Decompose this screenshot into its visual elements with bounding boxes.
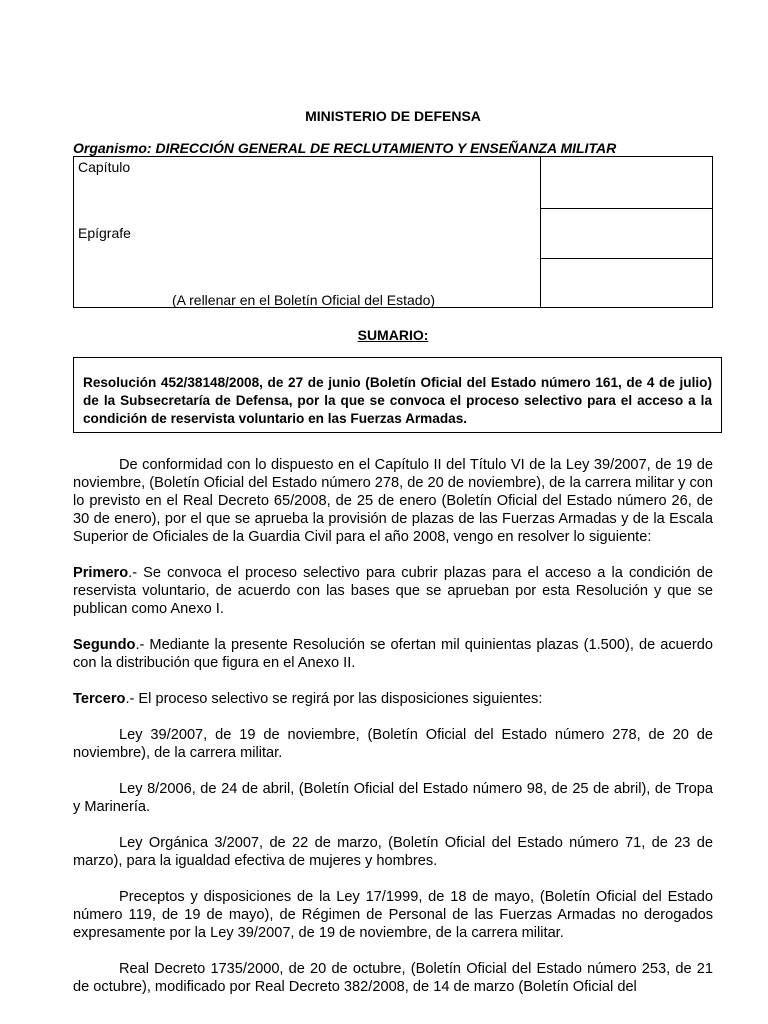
sumario-box: Resolución 452/38148/2008, de 27 de junio (Boletín Oficial del Estado número 161, de 4 de julio) de la Subsecretaría de Defensa, por la que se convoca el proceso selectivo para el acceso a la condición de reservista voluntario en las Fuerzas Armadas. bbox=[73, 357, 722, 433]
primero-text: .- Se convoca el proceso selectivo para cubrir plazas para el acceso a la condición de reservista voluntario, de acuerdo con las bases que se aprueban por esta Resolución y que se publican como Anexo I. bbox=[73, 565, 713, 617]
primero-paragraph bbox=[73, 564, 713, 618]
tercero-paragraph bbox=[73, 690, 713, 708]
primero-label: Primero bbox=[73, 565, 129, 581]
bulletin-labels-cell bbox=[74, 157, 540, 307]
segundo-paragraph bbox=[73, 636, 713, 672]
extra-fill-box bbox=[541, 259, 713, 307]
segundo-label: Segundo bbox=[73, 637, 136, 653]
preceptos-paragraph: Preceptos y disposiciones de la Ley 17/1999, de 18 de mayo, (Boletín Oficial del Estado número 119, de 19 de mayo), de Régimen de Personal de las Fuerzas Armadas no derogados expresamente por la Ley 39/2007, de 19 de noviembre, de la carrera militar. bbox=[73, 889, 713, 941]
capitulo-fill-box bbox=[541, 157, 713, 209]
epigrafe-fill-box bbox=[541, 209, 713, 259]
capitulo-label: Capítulo bbox=[78, 159, 131, 175]
epigrafe-label: Epígrafe bbox=[78, 225, 131, 241]
tercero-text: .- El proceso selectivo se regirá por las disposiciones siguientes: bbox=[125, 691, 543, 707]
ley-organica-paragraph: Ley Orgánica 3/2007, de 22 de marzo, (Boletín Oficial del Estado número 71, de 23 de marzo), para la igualdad efectiva de mujeres y hombres. bbox=[73, 835, 713, 869]
intro-paragraph: De conformidad con lo dispuesto en el Capítulo II del Título VI de la Ley 39/2007, de 19 de noviembre, (Boletín Oficial del Estado número 278, de 20 de noviembre), de la carrera militar y con lo previsto en el Real Decreto 65/2008, de 25 de enero (Boletín Oficial del Estado número 26, de 30 de enero), por el que se aprueba la provisión de plazas de las Fuerzas Armadas y de la Escala Superior de Oficiales de la Guardia Civil para el año 2008, vengo en resolver lo siguiente: bbox=[73, 457, 714, 545]
ley-8-paragraph: Ley 8/2006, de 24 de abril, (Boletín Oficial del Estado número 98, de 25 de abril), de Tropa y Marinería. bbox=[73, 781, 713, 815]
bulletin-fill-boxes bbox=[540, 157, 713, 307]
bulletin-fill-table bbox=[73, 156, 713, 308]
real-decreto-paragraph: Real Decreto 1735/2000, de 20 de octubre, (Boletín Oficial del Estado número 253, de 21 de octubre), modificado por Real Decreto 382/2008, de 14 de marzo (Boletín Oficial del bbox=[73, 961, 713, 995]
ministry-title: MINISTERIO DE DEFENSA bbox=[305, 108, 481, 124]
sumario-heading: SUMARIO: bbox=[357, 327, 429, 343]
segundo-text: .- Mediante la presente Resolución se ofertan mil quinientas plazas (1.500), de acuerdo con la distribución que figura en el Anexo II. bbox=[73, 637, 713, 671]
bulletin-fill-note: (A rellenar en el Boletín Oficial del Estado) bbox=[172, 292, 436, 308]
organismo-line: Organismo: DIRECCIÓN GENERAL DE RECLUTAMIENTO Y ENSEÑANZA MILITAR bbox=[73, 140, 617, 156]
ley-39-paragraph: Ley 39/2007, de 19 de noviembre, (Boletín Oficial del Estado número 278, de 20 de noviembre), de la carrera militar. bbox=[73, 727, 713, 761]
document-body bbox=[73, 456, 713, 1014]
tercero-label: Tercero bbox=[73, 691, 126, 707]
